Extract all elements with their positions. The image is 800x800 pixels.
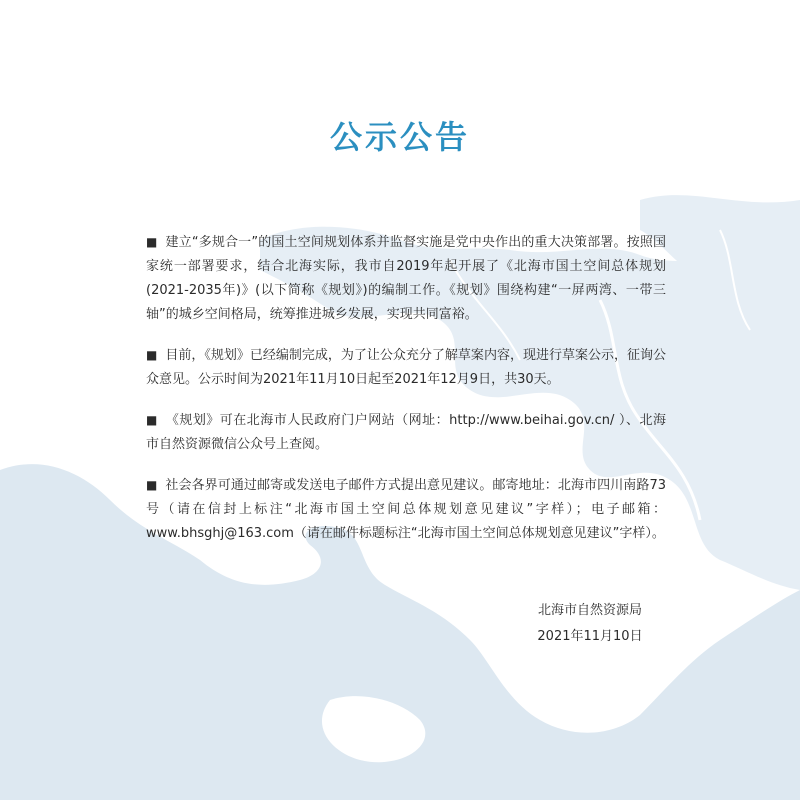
bullet-square-icon: ■ <box>146 235 158 249</box>
notice-paragraph <box>146 473 666 546</box>
notice-paragraph <box>146 343 666 392</box>
bullet-square-icon: ■ <box>146 478 158 492</box>
signature-organization: 北海市自然资源局 <box>537 603 642 618</box>
paragraph-text: 建立“多规合一”的国土空间规划体系并监督实施是党中央作出的重大决策部署。按照国家统一部署要求，结合北海实际，我市自2019年起开展了《北海市国土空间总体规划(2021-2035年)》(以下简称《规划》)的编制工作。《规划》围绕构建“一屏两湾、一带三轴”的城乡空间格局，统筹推进城乡发展，实现共同富裕。 <box>146 235 666 322</box>
paragraph-text: 目前，《规划》已经编制完成，为了让公众充分了解草案内容，现进行草案公示，征询公众意见。公示时间为2021年11月10日起至2021年12月9日，共30天。 <box>146 348 666 387</box>
notice-content <box>146 230 666 562</box>
paragraph-text: 《规划》可在北海市人民政府门户网站（网址：http://www.beihai.gov.cn/ ）、北海市自然资源微信公众号上查阅。 <box>146 413 666 452</box>
paragraph-text: 社会各界可通过邮寄或发送电子邮件方式提出意见建议。邮寄地址：北海市四川南路73号（请在信封上标注“北海市国土空间总体规划意见建议”字样）；电子邮箱：www.bhsghj@163.com（请在邮件标题标注“北海市国土空间总体规划意见建议”字样）。 <box>146 478 666 541</box>
notice-title: 公示公告 <box>329 118 470 156</box>
signature-date: 2021年11月10日 <box>537 629 643 644</box>
notice-paragraph <box>146 230 666 327</box>
notice-paragraph <box>146 408 666 457</box>
bullet-square-icon: ■ <box>146 348 158 362</box>
signature-block <box>520 598 660 650</box>
bullet-square-icon: ■ <box>146 413 158 427</box>
